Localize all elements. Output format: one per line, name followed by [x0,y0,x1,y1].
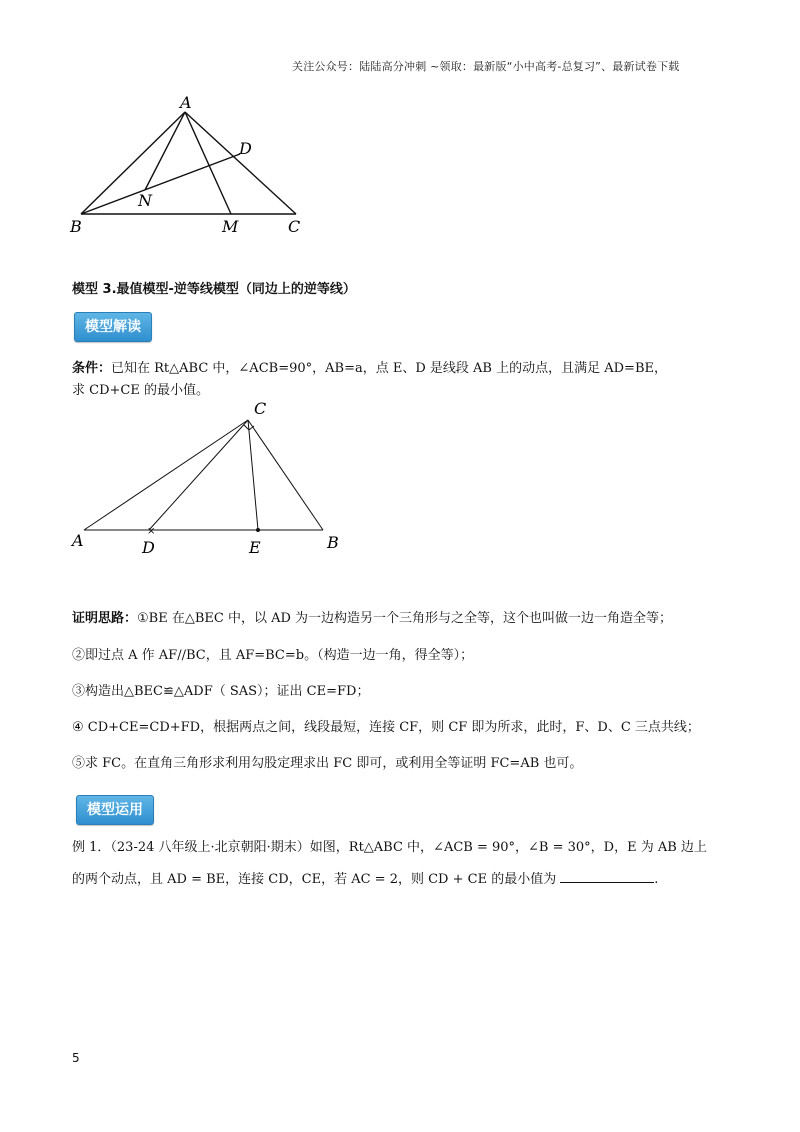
header-note: 关注公众号：陆陆高分冲刺 ~领取：最新版“小中高考-总复习”、最新试卷下载 [292,60,680,73]
label-b: B [327,533,339,552]
condition-line-1 [72,358,667,380]
label-m: M [222,217,239,236]
example-line-1: 例 1．（23-24 八年级上·北京朝阳·期末）如图，Rt△ABC 中，∠ACB = 90°，∠B = 30°，D，E 为 AB 边上 [72,840,707,855]
condition-label: 条件： [72,361,112,376]
segment-ac [84,420,248,530]
proof-step-1 [72,608,672,630]
page-number: 5 [72,1051,80,1065]
point-d-cross: × [147,526,156,537]
segment-ab [81,112,185,214]
label-e: E [249,538,261,557]
proof-step-3: ③构造出△BEC≌△ADF（ SAS）；证出 CE=FD； [72,684,370,699]
segment-cb [248,420,323,530]
segment-an [145,112,185,190]
badge-model-interpretation: 模型解读 [74,312,152,342]
label-a: A [180,93,192,112]
example-line-2-end: . [654,872,659,887]
segment-bd [81,154,240,214]
label-d: D [142,538,155,557]
proof-step-5: ⑤求 FC。在直角三角形求利用勾股定理求出 FC 即可，或利用全等证明 FC=AB 也可。 [72,756,583,771]
point-e-dot [256,528,260,532]
label-b: B [70,217,82,236]
condition-line-2: 求 CD+CE 的最小值。 [72,383,209,398]
badge-model-application: 模型运用 [76,795,154,825]
label-c: C [254,399,267,418]
segment-am [185,112,231,214]
section-title: 模型 3.最值模型-逆等线模型（同边上的逆等线） [72,282,356,297]
proof-step-4: ④ CD+CE=CD+FD，根据两点之间，线段最短，连接 CF，则 CF 即为所求，此时，F、D、C 三点共线； [72,720,700,735]
segment-ce [248,420,258,530]
example-line-2-text: 的两个动点，且 AD = BE，连接 CD，CE，若 AC = 2，则 CD + CE 的最小值为 [72,872,557,887]
proof-step-1-text: ①BE 在△BEC 中，以 AD 为一边构造另一个三角形与之全等，这个也叫做一边一角造全等； [137,611,673,626]
proof-label: 证明思路： [72,611,138,626]
label-d: D [239,139,252,158]
example-line-2 [72,868,658,887]
proof-step-2: ②即过点 A 作 AF//BC，且 AF=BC=b。（构造一边一角，得全等）； [72,648,474,663]
answer-blank[interactable] [560,870,654,883]
figure-triangle-abc-median [66,92,316,240]
label-n: N [138,191,152,210]
figure-right-triangle-de [68,396,358,558]
label-c: C [288,217,301,236]
condition-text-1: 已知在 Rt△ABC 中，∠ACB=90°，AB=a，点 E、D 是线段 AB 上的动点，且满足 AD=BE， [111,361,667,376]
label-a: A [72,531,84,550]
segment-cd [149,420,248,530]
segment-ac [185,112,296,214]
